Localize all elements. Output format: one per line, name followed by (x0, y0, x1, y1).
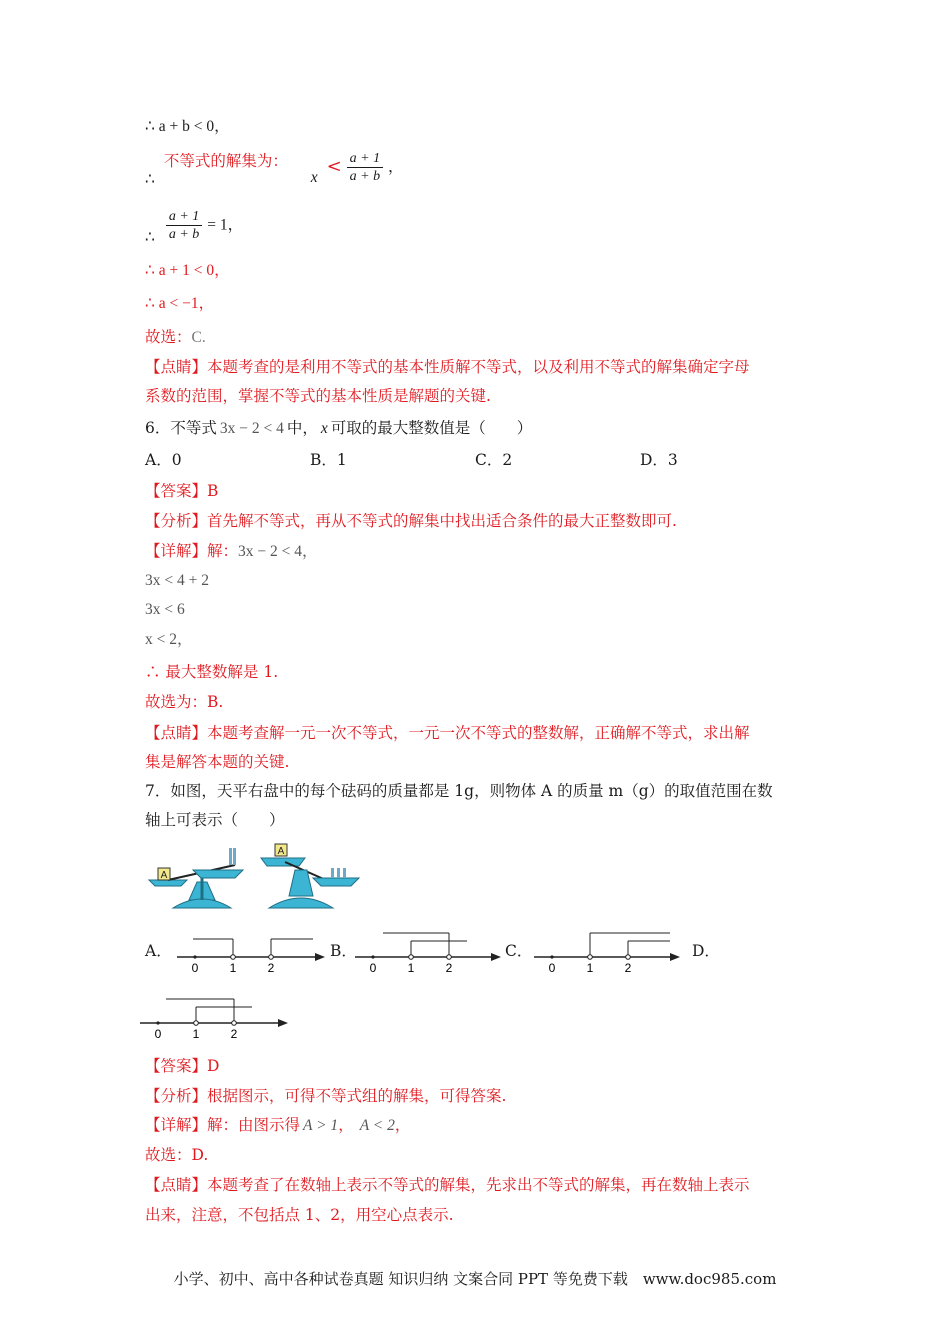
equals-one: = 1， (207, 216, 244, 234)
less-than: < (326, 155, 342, 177)
analysis-tag: 【分析】 (145, 512, 208, 530)
solution-line-4: ∴ a + 1 < 0， (145, 262, 230, 279)
q7-detail (145, 1115, 410, 1136)
tick-2: 2 (624, 961, 632, 975)
q6-option-d: D．3 (640, 451, 678, 469)
analysis-tag: 【分析】 (145, 1087, 208, 1105)
right-scale (261, 844, 359, 908)
q6-end: 可取的最大整数值是（ ） (330, 419, 533, 437)
detail-expr-1: A > 1 (303, 1117, 339, 1134)
choose-label: 故选： (145, 328, 192, 346)
fraction-a1-ab (347, 150, 383, 185)
detail-tag: 【详解】 (145, 542, 208, 560)
tick-1: 1 (407, 961, 415, 975)
balance-scales-figure (145, 840, 365, 912)
q6-comment-line2: 集是解答本题的关键. (145, 753, 290, 771)
solution-set-text: 不等式的解集为： (163, 151, 288, 170)
q6-step3: x < 2， (145, 631, 193, 648)
q6-var: x (320, 420, 328, 437)
q5-comment-line1 (145, 357, 750, 377)
solution-line-1: ∴ a + b < 0， (145, 118, 230, 135)
q6-comment-line1 (145, 723, 750, 743)
q7-stem-line1: 7．如图，天平右盘中的每个砝码的质量都是 1g，则物体 A 的质量 m（g）的取值范围在数 (145, 782, 773, 800)
comma: ， (388, 157, 404, 176)
tick-2: 2 (267, 961, 275, 975)
comment-tag: 【点睛】 (145, 1176, 208, 1194)
detail-tag: 【详解】 (145, 1116, 208, 1134)
number-line-option-a (175, 930, 330, 976)
weight-a-label: A (277, 846, 285, 857)
q7-option-c-label: C． (505, 942, 533, 960)
answer-value: B (207, 482, 219, 500)
comment-text: 本题考查解一元一次不等式，一元一次不等式的整数解，正确解不等式，求出解 (207, 724, 750, 742)
tick-0: 0 (369, 961, 377, 975)
detail-sep: ， (338, 1116, 354, 1134)
number-line-option-d (138, 994, 293, 1042)
solution-line-2 (145, 150, 404, 188)
detail-end: ， (394, 1116, 411, 1134)
q6-step2: 3x < 6 (145, 601, 185, 618)
analysis-text: 根据图示，可得不等式组的解集，可得答案. (207, 1087, 507, 1105)
tick-0: 0 (548, 961, 556, 975)
answer-tag: 【答案】 (145, 482, 208, 500)
tick-1: 1 (229, 961, 237, 975)
var-x: x (310, 168, 318, 186)
q6-option-b: B．1 (310, 451, 347, 469)
q7-comment-line1 (145, 1175, 750, 1195)
tick-1: 1 (586, 961, 594, 975)
q7-stem-line2: 轴上可表示（ ） (145, 811, 285, 829)
q7-option-b-label: B． (330, 942, 357, 960)
fraction-denominator: a + b (349, 169, 381, 184)
page-footer: 小学、初中、高中各种试卷真题 知识归纳 文案合同 PPT 等免费下载 www.doc985.com (173, 1270, 777, 1288)
number-line-option-b (353, 928, 505, 976)
choose-answer: C. (191, 329, 206, 346)
q7-analysis (145, 1086, 506, 1106)
q6-stem (145, 418, 532, 439)
left-scale (149, 848, 243, 908)
answer-tag: 【答案】 (145, 1057, 208, 1075)
detail-prefix: 解：由图示得 (207, 1116, 301, 1134)
analysis-text: 首先解不等式，再从不等式的解集中找出适合条件的最大正整数即可. (207, 512, 677, 530)
tick-0: 0 (154, 1027, 162, 1041)
comment-text: 本题考查的是利用不等式的基本性质解不等式，以及利用不等式的解集确定字母 (207, 358, 750, 376)
tick-2: 2 (445, 961, 453, 975)
comment-tag: 【点睛】 (145, 358, 208, 376)
q6-number: 6．不等式 (145, 419, 217, 437)
number-line-option-c (532, 928, 684, 976)
q7-choose: 故选：D. (145, 1146, 209, 1164)
therefore-symbol: ∴ (145, 227, 155, 246)
q6-step1: 3x < 4 + 2 (145, 572, 209, 589)
weight-a-label: A (160, 870, 168, 881)
q7-answer (145, 1056, 219, 1076)
answer-value: D (207, 1057, 220, 1075)
q6-inequality: 3x − 2 < 4 (219, 420, 284, 437)
fraction-denominator: a + b (168, 227, 200, 242)
q5-comment-line2: 系数的范围，掌握不等式的基本性质是解题的关键. (145, 387, 491, 405)
tick-2: 2 (230, 1027, 238, 1041)
fraction-numerator: a + 1 (166, 208, 202, 226)
q6-analysis (145, 511, 677, 531)
q6-option-a: A．0 (145, 451, 182, 469)
detail-expr: 3x − 2 < 4， (238, 543, 318, 560)
q6-choose: 故选为：B. (145, 693, 224, 711)
q7-option-d-label: D． (692, 942, 720, 960)
detail-expr-2: A < 2 (359, 1117, 395, 1134)
q6-detail (145, 541, 318, 562)
solution-line-3 (145, 208, 244, 246)
fraction-a1-ab (166, 208, 202, 243)
tick-1: 1 (192, 1027, 200, 1041)
comment-tag: 【点睛】 (145, 724, 208, 742)
q6-option-c: C．2 (475, 451, 513, 469)
choose-line (145, 327, 206, 348)
solution-line-5: ∴ a < −1， (145, 295, 215, 312)
q6-conclusion: ∴ 最大整数解是 1. (145, 663, 279, 681)
therefore-symbol: ∴ (145, 169, 155, 188)
comment-text: 本题考查了在数轴上表示不等式的解集，先求出不等式的解集，再在数轴上表示 (207, 1176, 750, 1194)
fraction-numerator: a + 1 (347, 150, 383, 168)
tick-0: 0 (191, 961, 199, 975)
q7-comment-line2: 出来，注意，不包括点 1、2，用空心点表示. (145, 1206, 454, 1224)
q6-mid: 中， (286, 419, 318, 437)
q6-answer (145, 481, 218, 501)
detail-prefix: 解： (207, 542, 239, 560)
q7-option-a-label: A． (145, 942, 172, 960)
